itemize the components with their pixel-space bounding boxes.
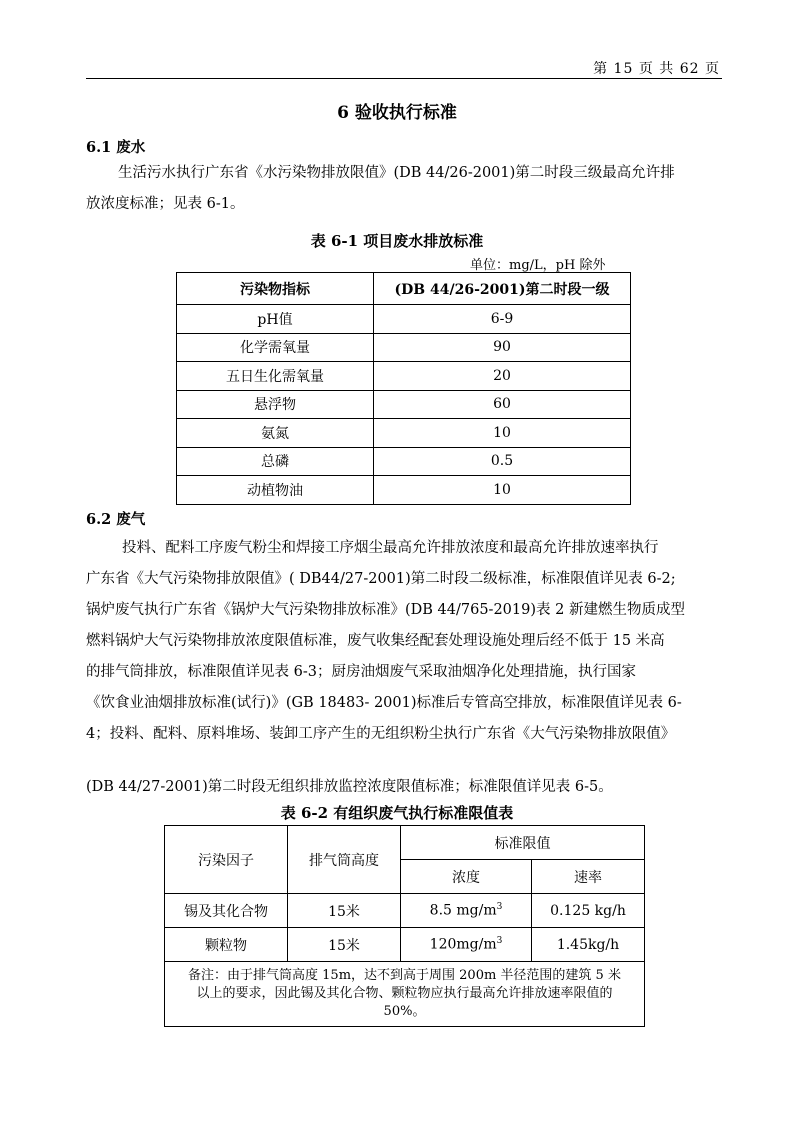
table1-caption: 表 6-1 项目废水排放标准 bbox=[310, 232, 484, 250]
paragraph-line: 放浓度标准；见表 6-1。 bbox=[86, 196, 245, 212]
table-row bbox=[165, 928, 645, 962]
table-cell: 颗粒物 bbox=[165, 928, 288, 962]
table-cell: 15米 bbox=[288, 894, 401, 928]
table-cell: 10 bbox=[374, 476, 631, 505]
paragraph-line: 锅炉废气执行广东省《锅炉大气污染物排放标准》(DB 44/765-2019)表 2 新建燃生物质成型 bbox=[86, 602, 685, 618]
exhaust-paragraph-last-line: (DB 44/27-2001)第二时段无组织排放监控浓度限值标准；标准限值详见表 6-5。 bbox=[86, 779, 613, 795]
section-title-exhaust: 6.2 废气 bbox=[86, 511, 146, 528]
header-cell-rate: 速率 bbox=[532, 860, 645, 894]
table-cell: 化学需氧量 bbox=[177, 333, 374, 362]
table-cell: 0.5 bbox=[374, 447, 631, 476]
table-cell: 10 bbox=[374, 419, 631, 448]
table1-unit: 单位：mg/L，pH 除外 bbox=[470, 258, 606, 273]
paragraph-line: 的排气筒排放，标准限值详见表 6-3；厨房油烟废气采取油烟净化处理措施，执行国家 bbox=[86, 664, 636, 680]
table-cell bbox=[401, 894, 532, 928]
header-cell: (DB 44/26-2001)第二时段一级 bbox=[374, 273, 631, 305]
table-cell: 6-9 bbox=[374, 305, 631, 334]
table-cell: pH值 bbox=[177, 305, 374, 334]
table-row bbox=[177, 362, 631, 391]
concentration-value: 120mg/m bbox=[429, 936, 497, 953]
exhaust-paragraph bbox=[86, 533, 726, 750]
table-cell: 15米 bbox=[288, 928, 401, 962]
table-cell: 1.45kg/h bbox=[532, 928, 645, 962]
exhaust-standard-table bbox=[164, 825, 645, 1027]
header-cell-limit: 标准限值 bbox=[401, 826, 645, 860]
chapter-title: 6 验收执行标准 bbox=[337, 103, 457, 123]
table-cell: 60 bbox=[374, 390, 631, 419]
table-cell bbox=[401, 928, 532, 962]
paragraph-line: 《饮食业油烟排放标准(试行)》(GB 18483- 2001)标准后专管高空排放，标准限值详见表 6- bbox=[86, 695, 682, 711]
table-note: 备注：由于排气筒高度 15m，达不到高于周围 200m 半径范围的建筑 5 米以上的要求，因此锡及其化合物、颗粒物应执行最高允许排放速率限值的 50%。 bbox=[165, 962, 645, 1027]
concentration-value: 8.5 mg/m bbox=[429, 902, 497, 919]
table-cell: 悬浮物 bbox=[177, 390, 374, 419]
paragraph-line: 4；投料、配料、原料堆场、装卸工序产生的无组织粉尘执行广东省《大气污染物排放限值》 bbox=[86, 726, 676, 742]
section-title-wastewater: 6.1 废水 bbox=[86, 139, 146, 156]
table-cell: 锡及其化合物 bbox=[165, 894, 288, 928]
header-cell: 污染物指标 bbox=[177, 273, 374, 305]
table-header-row bbox=[165, 826, 645, 860]
paragraph-line: 生活污水执行广东省《水污染物排放限值》(DB 44/26-2001)第二时段三级最高允许排 bbox=[118, 165, 675, 181]
superscript: 3 bbox=[496, 936, 503, 947]
paragraph-line: 广东省《大气污染物排放限值》( DB44/27-2001)第二时段二级标准，标准限值详见表 6-2; bbox=[86, 571, 676, 587]
table-cell: 总磷 bbox=[177, 447, 374, 476]
page-number: 第 15 页 共 62 页 bbox=[593, 61, 720, 77]
table-row bbox=[177, 390, 631, 419]
table-cell: 0.125 kg/h bbox=[532, 894, 645, 928]
table2-caption: 表 6-2 有组织废气执行标准限值表 bbox=[280, 804, 514, 822]
table-row bbox=[177, 476, 631, 505]
wastewater-standard-table bbox=[176, 272, 631, 505]
header-cell-height: 排气筒高度 bbox=[288, 826, 401, 894]
header-divider bbox=[86, 78, 722, 79]
table-cell: 氨氮 bbox=[177, 419, 374, 448]
paragraph-line: 燃料锅炉大气污染物排放浓度限值标准，废气收集经配套处理设施处理后经不低于 15 米高 bbox=[86, 633, 665, 649]
table-note-row bbox=[165, 962, 645, 1027]
header-cell-concentration: 浓度 bbox=[401, 860, 532, 894]
table-cell: 20 bbox=[374, 362, 631, 391]
table-cell: 90 bbox=[374, 333, 631, 362]
superscript: 3 bbox=[496, 902, 503, 913]
table-row bbox=[177, 419, 631, 448]
table-header-row bbox=[177, 273, 631, 305]
table-cell: 五日生化需氧量 bbox=[177, 362, 374, 391]
header-cell-pollutant: 污染因子 bbox=[165, 826, 288, 894]
table-cell: 动植物油 bbox=[177, 476, 374, 505]
table-row bbox=[177, 305, 631, 334]
table-row bbox=[177, 333, 631, 362]
table-row bbox=[177, 447, 631, 476]
wastewater-paragraph bbox=[86, 158, 726, 220]
table-row bbox=[165, 894, 645, 928]
paragraph-line: 投料、配料工序废气粉尘和焊接工序烟尘最高允许排放浓度和最高允许排放速率执行 bbox=[122, 540, 659, 556]
